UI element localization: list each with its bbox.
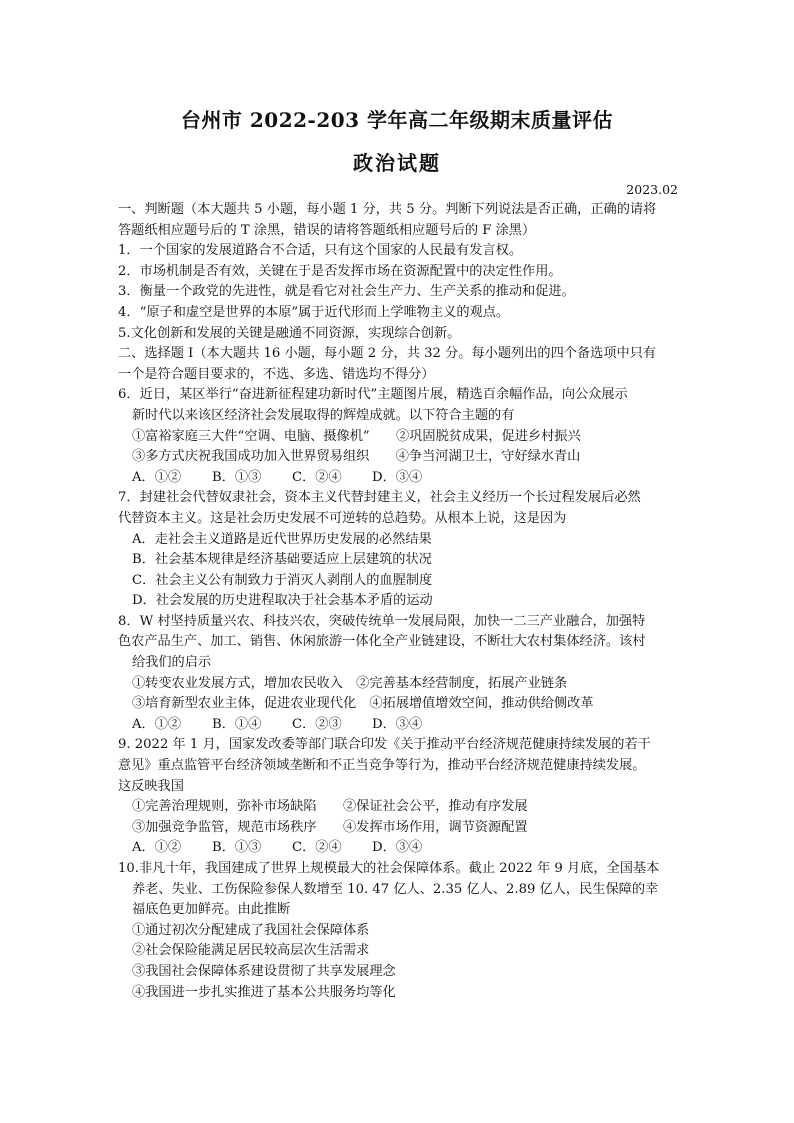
page-title: 台州市 2022-203 学年高二年级期末质量评估 <box>180 108 614 132</box>
choice-a: A．①② <box>132 469 182 485</box>
choice-c: C．社会主义公有制致力于消灭人剥削人的血腥制度 <box>132 572 433 588</box>
choice-row <box>118 468 680 489</box>
judgement-item: 4．“原子和虚空是世界的本原”属于近代形而上学唯物主义的观点。 <box>118 304 510 320</box>
choice-a: A．①② <box>132 840 182 856</box>
section1-heading-line: 一、判断题（本大题共 5 小题，每小题 1 分，共 5 分。判断下列说法是否正确，正确的请将 <box>118 202 657 217</box>
section2-heading-line: 一个是符合题目要求的，不选、多选、错选均不得分） <box>118 366 435 382</box>
choice-d: D．③④ <box>372 716 423 732</box>
choice-b: B．社会基本规律是经济基础要适应上层建筑的状况 <box>132 552 432 568</box>
question-statement: ③多方式庆祝我国成功加入世界贸易组织 ④争当河湖卫士，守好绿水青山 <box>132 449 581 465</box>
question-stem: 代替资本主义。这是社会历史发展不可逆转的总趋势。从根本上说，这是因为 <box>118 510 567 526</box>
question-stem: 给我们的启示 <box>132 655 212 671</box>
choice-b: B．①③ <box>212 469 262 485</box>
question-statement: ①转变农业发展方式，增加农民收入 ②完善基本经营制度，拓展产业链条 <box>132 675 568 691</box>
exam-date: 2023.02 <box>626 182 678 197</box>
question-statement: ①通过初次分配建成了我国社会保障体系 <box>132 922 370 938</box>
question-stem: 7．封建社会代替奴隶社会，资本主义代替封建主义，社会主义经历一个长过程发展后必然 <box>118 490 641 506</box>
section2-heading-line: 二、选择题 I（本大题共 16 小题，每小题 2 分，共 32 分。每小题列出的四个备选项中只有 <box>118 346 657 362</box>
question-statement: ①完善治理规则，弥补市场缺陷 ②保证社会公平，推动有序发展 <box>132 799 528 815</box>
choice-a: A．走社会主义道路是近代世界历史发展的必然结果 <box>132 531 432 547</box>
choice-b: B．①④ <box>212 716 262 732</box>
question-statement: ④我国进一步扎实推进了基本公共服务均等化 <box>132 984 396 1000</box>
choice-row <box>118 715 680 736</box>
choice-a: A．①② <box>132 716 182 732</box>
question-stem: 这反映我国 <box>118 778 184 794</box>
choice-row <box>118 838 680 859</box>
section1-heading-line: 答题纸相应题号后的 T 涂黑，错误的请将答题纸相应题号后的 F 涂黑） <box>118 222 536 238</box>
question-stem: 养老、失业、工伤保险参保人数增至 10. 47 亿人、2.35 亿人、2.89 亿人，民生保障的幸 <box>132 881 659 897</box>
question-stem: 9. 2022 年 1 月，国家发改委等部门联合印发《关于推动平台经济规范健康持续发展的若干 <box>118 737 651 753</box>
question-stem: 色农产品生产、加工、销售、休闲旅游一体化全产业链建设，不断壮大农村集体经济。该村 <box>118 634 646 650</box>
question-stem: 意见》重点监管平台经济领域垄断和不正当竞争等行为，推动平台经济规范健康持续发展。 <box>118 758 646 774</box>
question-stem: 8．W 村坚持质量兴农、科技兴农，突破传统单一发展局限，加快一二三产业融合，加强特 <box>118 613 646 629</box>
choice-d: D．③④ <box>372 840 423 856</box>
judgement-item: 2．市场机制是否有效，关键在于是否发挥市场在资源配置中的决定性作用。 <box>118 263 562 279</box>
choice-c: C．②③ <box>292 716 342 732</box>
exam-content <box>118 200 680 1003</box>
choice-c: C．②④ <box>292 469 342 485</box>
question-statement: ①富裕家庭三大件“空调、电脑、摄像机” ②巩固脱贫成果，促进乡村振兴 <box>132 428 581 444</box>
question-statement: ③我国社会保障体系建设贯彻了共享发展理念 <box>132 963 396 979</box>
question-statement: ③培育新型农业主体，促进农业现代化 ④拓展增值增效空间，推动供给侧改革 <box>132 696 594 712</box>
choice-c: C．②④ <box>292 840 342 856</box>
question-stem: 6．近日，某区举行“奋进新征程建功新时代”主题图片展，精选百余幅作品，向公众展示 <box>118 387 628 403</box>
choice-d: D．社会发展的历史进程取决于社会基本矛盾的运动 <box>132 593 433 609</box>
question-stem: 新时代以来该区经济社会发展取得的辉煌成就。以下符合主题的有 <box>132 407 515 423</box>
judgement-item: 1．一个国家的发展道路合不合适，只有这个国家的人民最有发言权。 <box>118 243 523 259</box>
question-stem: 福底色更加鲜亮。由此推断 <box>132 902 291 918</box>
judgement-item: 5.文化创新和发展的关键是融通不同资源，实现综合创新。 <box>118 325 461 341</box>
question-statement: ②社会保险能满足居民较高层次生活需求 <box>132 943 370 959</box>
choice-b: B．①③ <box>212 840 262 856</box>
question-stem: 10.非凡十年，我国建成了世界上规模最大的社会保障体系。截止 2022 年 9 月底，全国基本 <box>118 861 660 876</box>
question-statement: ③加强竞争监管，规范市场秩序 ④发挥市场作用，调节资源配置 <box>132 819 528 835</box>
choice-d: D．③④ <box>372 469 423 485</box>
judgement-item: 3．衡量一个政党的先进性，就是看它对社会生产力、生产关系的推动和促进。 <box>118 284 575 300</box>
page-subtitle: 政治试题 <box>353 151 441 175</box>
